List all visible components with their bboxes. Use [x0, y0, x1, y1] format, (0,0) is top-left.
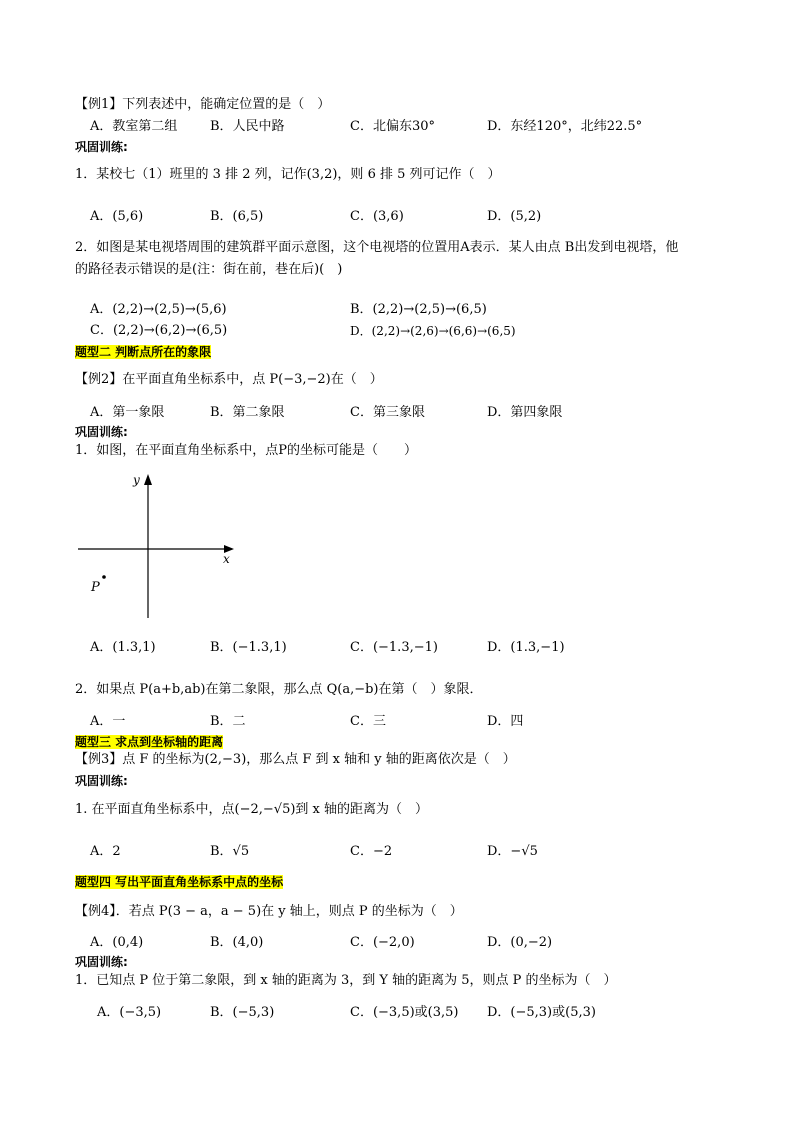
practice-3-option-a: A．(1.3,1) — [90, 640, 156, 655]
practice-4-option-a: A．一 — [90, 714, 126, 729]
practice-6-option-b: B．(−5,3) — [210, 1005, 275, 1020]
coordinate-plane-figure — [70, 468, 240, 623]
practice-3-option-b: B．(−1.3,1) — [210, 640, 287, 655]
point-p-label: P — [91, 580, 100, 595]
y-axis-arrow — [144, 474, 152, 485]
practice-6-option-d: D．(−5,3)或(5,3) — [487, 1005, 596, 1020]
example-4-option-a: A．(0,4) — [90, 935, 144, 950]
example-4-question: 【例4】．若点 P(3 − a，a − 5)在 y 轴上，则点 P 的坐标为（ ） — [75, 904, 463, 919]
example-4-option-b: B．(4,0) — [210, 935, 264, 950]
example-3-question: 【例3】点 F 的坐标为(2,−3)，那么点 F 到 x 轴和 y 轴的距离依次是（ ） — [75, 752, 516, 767]
practice-4-option-d: D．四 — [487, 714, 524, 729]
practice-1-option-d: D．(5,2) — [487, 209, 542, 224]
example-2-option-a: A．第一象限 — [90, 405, 165, 420]
practice-3-option-c: C．(−1.3,−1) — [350, 640, 438, 655]
practice-1-question: 1．某校七（1）班里的 3 排 2 列，记作(3,2)，则 6 排 5 列可记作（ ） — [75, 167, 501, 182]
practice-2-option-c: C．(2,2)→(6,2)→(6,5) — [90, 323, 228, 338]
practice-5-option-b: B．√5 — [210, 844, 250, 859]
practice-2-question-line-2: 的路径表示错误的是(注：街在前，巷在后)( ) — [75, 262, 343, 277]
practice-3-option-d: D．(1.3,−1) — [487, 640, 565, 655]
example-2-option-d: D．第四象限 — [487, 405, 563, 420]
example-2-option-c: C．第三象限 — [350, 405, 425, 420]
section-heading-type-2 — [75, 344, 211, 360]
section-heading-type-2-text: 题型二 判断点所在的象限 — [75, 345, 212, 359]
x-axis-label: x — [223, 552, 230, 566]
practice-5-question: 1. 在平面直角坐标系中，点(−2,−√5)到 x 轴的距离为（ ） — [75, 802, 429, 817]
practice-5-option-c: C．−2 — [350, 844, 393, 859]
example-1-option-a: A．教室第二组 — [90, 119, 178, 134]
point-p-dot — [102, 575, 106, 579]
practice-2-option-d: D．(2,2)→(2,6)→(6,6)→(6,5) — [350, 324, 516, 338]
section-heading-type-3-text: 题型三 求点到坐标轴的距离 — [75, 735, 224, 749]
practice-1-option-b: B．(6,5) — [210, 209, 264, 224]
section-heading-type-4 — [75, 874, 283, 890]
practice-4-option-b: B．二 — [210, 714, 246, 729]
example-4-option-c: C．(−2,0) — [350, 935, 415, 950]
practice-4-question: 2．如果点 P(a+b,ab)在第二象限，那么点 Q(a,−b)在第（ ）象限． — [75, 682, 483, 697]
practice-3-question: 1．如图，在平面直角坐标系中，点P的坐标可能是（ ） — [75, 443, 418, 458]
practice-heading-4: 巩固训练: — [75, 955, 128, 969]
practice-6-question: 1．已知点 P 位于第二象限，到 x 轴的距离为 3，到 Y 轴的距离为 5，则点 P 的坐标为（ ） — [75, 973, 617, 988]
practice-6-option-a: A．(−3,5) — [97, 1005, 162, 1020]
section-heading-type-4-text: 题型四 写出平面直角坐标系中点的坐标 — [75, 875, 284, 889]
example-2-question: 【例2】在平面直角坐标系中，点 P(−3,−2)在（ ） — [75, 372, 383, 387]
practice-heading-3: 巩固训练: — [75, 774, 128, 788]
y-axis-label: y — [133, 473, 140, 487]
practice-heading-1: 巩固训练: — [75, 140, 128, 154]
example-1-question: 【例1】下列表述中，能确定位置的是（ ） — [75, 97, 331, 112]
practice-heading-2: 巩固训练: — [75, 425, 128, 439]
practice-1-option-c: C．(3,6) — [350, 209, 404, 224]
practice-2-question-line-1: 2．如图是某电视塔周围的建筑群平面示意图，这个电视塔的位置用A表示．某人由点 B出发到电视塔，他 — [75, 240, 679, 255]
practice-5-option-d: D．−√5 — [487, 844, 538, 859]
example-1-option-b: B．人民中路 — [210, 119, 285, 134]
practice-1-option-a: A．(5,6) — [90, 209, 144, 224]
example-1-option-d: D．东经120°，北纬22.5° — [487, 119, 643, 134]
practice-2-option-a: A．(2,2)→(2,5)→(5,6) — [90, 302, 227, 317]
example-4-option-d: D．(0,−2) — [487, 935, 553, 950]
example-2-option-b: B．第二象限 — [210, 405, 285, 420]
example-1-option-c: C．北偏东30° — [350, 119, 435, 134]
practice-4-option-c: C．三 — [350, 714, 386, 729]
practice-2-option-b: B．(2,2)→(2,5)→(6,5) — [350, 302, 487, 317]
section-heading-type-3 — [75, 734, 223, 750]
practice-5-option-a: A．2 — [90, 844, 121, 859]
practice-6-option-c: C．(−3,5)或(3,5) — [350, 1005, 459, 1020]
